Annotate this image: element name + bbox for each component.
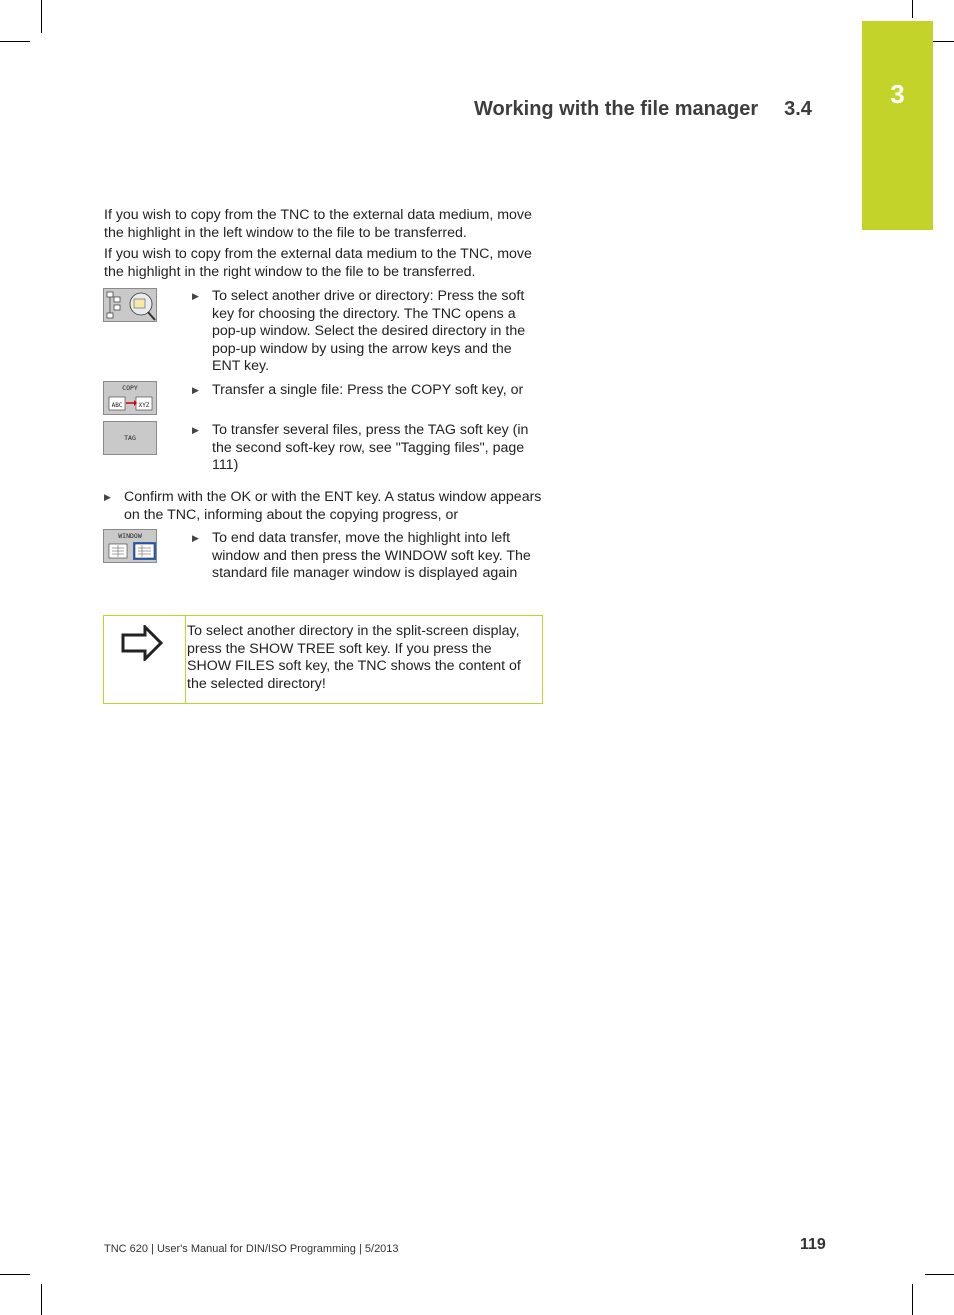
paragraph: If you wish to copy from the TNC to the external data medium, move the highlight in the left window to the file to be transferred. <box>104 207 532 241</box>
crop-mark <box>41 0 42 33</box>
step-window <box>192 530 542 583</box>
crop-mark <box>41 1284 42 1315</box>
copy-softkey-label: COPY <box>122 384 138 392</box>
copy-softkey[interactable] <box>103 381 157 415</box>
step-text: Transfer a single file: Press the COPY soft key, or <box>212 382 524 398</box>
note-text: To select another directory in the split-screen display, press the SHOW TREE soft key. If you press the SHOW FILES soft key, the TNC shows the content of the selected directory! <box>187 623 521 692</box>
tag-softkey-label: TAG <box>124 434 136 442</box>
step-copy <box>192 382 542 400</box>
step-directory <box>192 288 542 376</box>
paragraph: If you wish to copy from the external data medium to the TNC, move the highlight in the right window to the file to be transferred. <box>104 246 532 280</box>
footer-text: TNC 620 | User's Manual for DIN/ISO Programming | 5/2013 <box>104 1243 399 1255</box>
window-softkey[interactable] <box>103 529 157 563</box>
bullet-triangle-icon: ▶ <box>192 291 199 301</box>
copy-from-label: ABC <box>111 402 123 409</box>
directory-softkey[interactable] <box>103 288 157 322</box>
chapter-number: 3 <box>890 79 905 109</box>
section-number: 3.4 <box>784 98 812 120</box>
step-text: To end data transfer, move the highlight into left window and then press the WINDOW soft key. The standard file manager window is displayed again <box>212 530 531 581</box>
bullet-triangle-icon: ▶ <box>192 385 199 395</box>
directory-tree-icon <box>104 289 156 321</box>
copy-icon <box>104 382 156 414</box>
note-divider <box>185 616 186 703</box>
note-box <box>103 615 543 704</box>
page-number: 119 <box>800 1236 826 1253</box>
crop-mark <box>0 41 30 42</box>
bullet-triangle-icon: ▶ <box>104 492 111 502</box>
step-text: To select another drive or directory: Press the soft key for choosing the directory. The TNC opens a pop-up window. Select the desired directory in the pop-up window by using the arrow keys and the ENT key. <box>212 288 526 374</box>
crop-mark <box>912 0 913 18</box>
step-confirm <box>104 489 544 524</box>
window-softkey-label: WINDOW <box>118 532 142 540</box>
section-header <box>474 98 812 121</box>
bullet-triangle-icon: ▶ <box>192 533 199 543</box>
step-text: Confirm with the OK or with the ENT key. A status window appears on the TNC, informing about the copying progress, or <box>124 489 542 523</box>
crop-mark <box>0 1274 30 1275</box>
copy-to-label: XYZ <box>138 402 150 409</box>
section-title: Working with the file manager <box>474 98 759 120</box>
step-text: To transfer several files, press the TAG soft key (in the second soft-key row, see "Tagging files", page 111) <box>212 422 529 473</box>
crop-mark <box>925 1274 954 1275</box>
arrow-right-icon <box>121 625 165 661</box>
window-icon <box>104 530 156 562</box>
step-tag <box>192 422 542 475</box>
crop-mark <box>912 1284 913 1315</box>
tag-softkey[interactable] <box>103 421 157 455</box>
bullet-triangle-icon: ▶ <box>192 425 199 435</box>
chapter-tab <box>862 21 933 230</box>
